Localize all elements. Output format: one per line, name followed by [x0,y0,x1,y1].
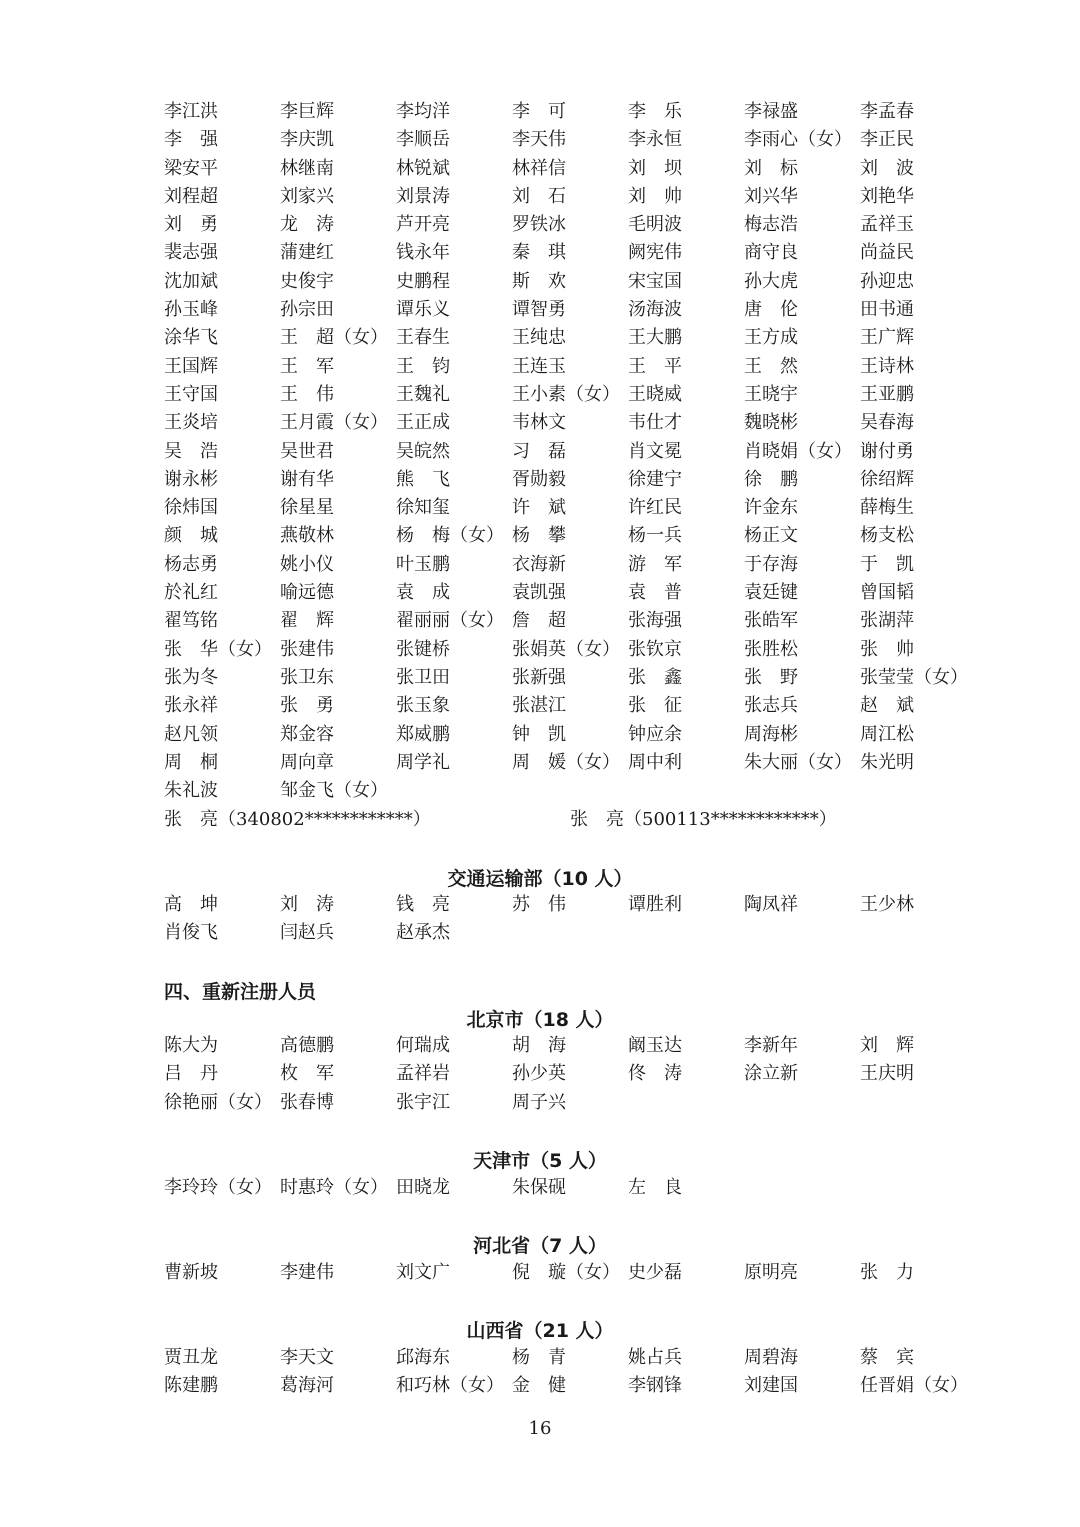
person-name: 阚玉达 [628,1035,682,1056]
person-name: 刘 波 [860,157,914,179]
person-name: 赵 斌 [860,695,914,717]
person-name: 朱保砚 [512,1177,566,1198]
person-name: 林锐斌 [396,157,450,179]
name-row [164,466,984,494]
person-name: 孙迎忠 [860,270,914,292]
person-name: 徐星星 [280,497,334,519]
name-row [164,155,984,183]
person-name: 肖晓娟（女） [744,440,852,462]
name-row [164,438,984,466]
person-name: 刘建国 [744,1375,798,1397]
person-name: 王守国 [164,383,218,405]
person-name: 王 超（女） [280,327,388,349]
name-row [164,1344,984,1372]
person-name: 于存海 [744,553,798,575]
person-name: 孙大虎 [744,270,798,292]
person-name: 张皓军 [744,610,798,632]
person-name: 王庆明 [860,1063,914,1085]
person-name: 张海强 [628,610,682,632]
person-name: 王广辉 [860,327,914,349]
person-name: 韦仕才 [628,412,682,434]
person-name: 刘 涛 [280,894,334,915]
person-name: 李钢锋 [628,1375,682,1397]
person-name: 周 桐 [164,751,218,773]
person-name: 龙 涛 [280,214,334,236]
person-name: 李均洋 [396,101,450,122]
person-name: 薛梅生 [860,497,914,519]
person-name: 李天文 [280,1347,334,1368]
person-name: 袁 普 [628,582,682,604]
person-name: 张莹莹（女） [860,666,968,688]
name-row [164,1089,984,1117]
person-name: 钱永年 [396,242,450,264]
person-name: 许金东 [744,497,798,519]
person-name: 李建伟 [280,1262,334,1283]
name-row [164,721,984,749]
person-name: 孟祥玉 [860,214,914,236]
person-name: 田书通 [860,299,914,321]
person-name: 谢有华 [280,468,334,490]
person-name: 张湖萍 [860,610,914,632]
person-name: 王晓宇 [744,383,798,405]
person-name: 王 钧 [396,355,450,377]
person-name: 徐 鹏 [744,468,798,490]
person-name: 斯 欢 [512,270,566,292]
name-row [164,522,984,550]
person-name: 沈加斌 [164,270,218,292]
person-name: 苏 伟 [512,894,566,915]
name-row [164,636,984,664]
name-row [164,409,984,437]
person-name: 朱大丽（女） [744,751,852,773]
person-name: 张 力 [860,1262,914,1283]
name-list-hebei [164,1259,984,1287]
person-name: 李巨辉 [280,101,334,122]
person-name: 王 平 [628,355,682,377]
person-name: 田晓龙 [396,1177,450,1198]
person-name: 颜 城 [164,525,218,547]
heading-beijing: 北京市（18 人） [466,1009,614,1031]
person-name: 翟丽丽（女） [396,610,504,632]
person-name: 钱 亮 [396,894,450,915]
person-name: 王月霞（女） [280,412,388,434]
heading-tianjin: 天津市（5 人） [473,1150,607,1172]
special-entry-right: 张 亮（500113************） [570,809,837,830]
person-name: 王炎培 [164,412,218,434]
person-name: 李 强 [164,129,218,151]
person-name: 游 军 [628,553,682,575]
person-name: 张为冬 [164,666,218,688]
person-name: 周中利 [628,751,682,773]
person-name: 徐炜国 [164,497,218,519]
person-name: 王亚鹏 [860,383,914,405]
person-name: 高德鹏 [280,1035,334,1056]
person-name: 汤海波 [628,299,682,321]
person-name: 王纯忠 [512,327,566,349]
person-name: 刘 勇 [164,214,218,236]
person-name: 李庆凯 [280,129,334,151]
person-name: 闫赵兵 [280,922,334,944]
person-name: 蒲建红 [280,242,334,264]
person-name: 于 凯 [860,553,914,575]
person-name: 张宇江 [396,1091,450,1113]
person-name: 枚 军 [280,1063,334,1085]
person-name: 张 勇 [280,695,334,717]
person-name: 胥勋毅 [512,468,566,490]
person-name: 孙少英 [512,1063,566,1085]
person-name: 蔡 宾 [860,1347,914,1368]
person-name: 张 征 [628,695,682,717]
person-name: 张 鑫 [628,666,682,688]
person-name: 王诗林 [860,355,914,377]
person-name: 裴志强 [164,242,218,264]
person-name: 杨正文 [744,525,798,547]
person-name: 刘 标 [744,157,798,179]
name-row [164,353,984,381]
person-name: 吕 丹 [164,1063,218,1085]
person-name: 徐绍辉 [860,468,914,490]
person-name: 陈大为 [164,1035,218,1056]
person-name: 阙宪伟 [628,242,682,264]
person-name: 詹 超 [512,610,566,632]
person-name: 王少林 [860,894,914,915]
person-name: 胡 海 [512,1035,566,1056]
person-name: 吴 浩 [164,440,218,462]
person-name: 刘文广 [396,1262,450,1283]
person-name: 宋宝国 [628,270,682,292]
person-name: 邱海东 [396,1347,450,1368]
heading-transport: 交通运输部（10 人） [447,868,633,890]
person-name: 朱礼波 [164,780,218,802]
name-row [164,494,984,522]
person-name: 张建伟 [280,638,334,660]
person-name: 陶凤祥 [744,894,798,915]
person-name: 杨志勇 [164,553,218,575]
person-name: 於礼红 [164,582,218,604]
name-row [164,126,984,154]
person-name: 李雨心（女） [744,129,852,151]
person-name: 张春博 [280,1091,334,1113]
person-name: 张卫田 [396,666,450,688]
person-name: 李天伟 [512,129,566,151]
person-name: 杨一兵 [628,525,682,547]
person-name: 和巧林（女） [396,1375,504,1397]
person-name: 刘 帅 [628,185,682,207]
person-name: 魏晓彬 [744,412,798,434]
name-row [164,239,984,267]
person-name: 谭胜利 [628,894,682,915]
person-name: 倪 璇（女） [512,1262,620,1283]
person-name: 徐建宁 [628,468,682,490]
person-name: 商守良 [744,242,798,264]
name-row [164,211,984,239]
person-name: 原明亮 [744,1262,798,1283]
person-name: 袁凯强 [512,582,566,604]
name-list-transport [164,891,984,948]
name-list-beijing [164,1032,984,1117]
person-name: 袁 成 [396,582,450,604]
person-name: 林继南 [280,157,334,179]
name-row [164,749,984,777]
person-name: 李正民 [860,129,914,151]
person-name: 姚小仪 [280,553,334,575]
person-name: 张志兵 [744,695,798,717]
person-name: 王方成 [744,327,798,349]
person-name: 王 然 [744,355,798,377]
person-name: 孟祥岩 [396,1063,450,1085]
person-name: 谢付勇 [860,440,914,462]
person-name: 郑金容 [280,723,334,745]
person-name: 徐艳丽（女） [164,1091,272,1113]
person-name: 尚益民 [860,242,914,264]
person-name: 李 可 [512,101,566,122]
person-name: 涂立新 [744,1063,798,1085]
person-name: 罗铁冰 [512,214,566,236]
name-row [164,1032,984,1060]
person-name: 何瑞成 [396,1035,450,1056]
person-name: 谭乐义 [396,299,450,321]
person-name: 王 伟 [280,383,334,405]
name-row [164,664,984,692]
person-name: 刘 辉 [860,1035,914,1056]
person-name: 李禄盛 [744,101,798,122]
person-name: 许红民 [628,497,682,519]
person-name: 郑威鹏 [396,723,450,745]
person-name: 佟 涛 [628,1063,682,1085]
person-name: 张 野 [744,666,798,688]
person-name: 梅志浩 [744,214,798,236]
name-row [164,98,984,126]
person-name: 肖俊飞 [164,922,218,944]
person-name: 刘程超 [164,185,218,207]
name-row [164,891,984,919]
person-name: 姚占兵 [628,1347,682,1368]
person-name: 衣海新 [512,553,566,575]
person-name: 周子兴 [512,1091,566,1113]
person-name: 贾丑龙 [164,1347,218,1368]
person-name: 李顺岳 [396,129,450,151]
person-name: 周 媛（女） [512,751,620,773]
person-name: 张新强 [512,666,566,688]
name-row [164,1060,984,1088]
name-list-shanxi [164,1344,984,1401]
person-name: 张胜松 [744,638,798,660]
name-row [164,1174,984,1202]
person-name: 毛明波 [628,214,682,236]
name-row [164,692,984,720]
person-name: 燕敬林 [280,525,334,547]
person-name: 许 斌 [512,497,566,519]
person-name: 王正成 [396,412,450,434]
person-name: 吴春海 [860,412,914,434]
person-name: 葛海河 [280,1375,334,1397]
person-name: 周江松 [860,723,914,745]
person-name: 曾国韬 [860,582,914,604]
person-name: 高 坤 [164,894,218,915]
person-name: 李永恒 [628,129,682,151]
person-name: 谭智勇 [512,299,566,321]
person-name: 梁安平 [164,157,218,179]
name-row [164,381,984,409]
person-name: 钟 凯 [512,723,566,745]
person-name: 林祥信 [512,157,566,179]
person-name: 李新年 [744,1035,798,1056]
person-name: 王国辉 [164,355,218,377]
person-name: 赵承杰 [396,922,450,944]
person-name: 吴世君 [280,440,334,462]
person-name: 杨 攀 [512,525,566,547]
special-entries-row [164,806,984,834]
person-name: 刘 坝 [628,157,682,179]
person-name: 孙宗田 [280,299,334,321]
person-name: 杨 梅（女） [396,525,504,547]
person-name: 周向章 [280,751,334,773]
name-row [164,296,984,324]
person-name: 刘家兴 [280,185,334,207]
person-name: 秦 琪 [512,242,566,264]
person-name: 韦林文 [512,412,566,434]
person-name: 陈建鹏 [164,1375,218,1397]
person-name: 李玲玲（女） [164,1177,272,1198]
person-name: 杨支松 [860,525,914,547]
person-name: 涂华飞 [164,327,218,349]
name-row [164,777,984,805]
heading-hebei: 河北省（7 人） [473,1235,607,1257]
person-name: 叶玉鹏 [396,553,450,575]
name-row [164,1259,984,1287]
person-name: 邹金飞（女） [280,780,388,802]
person-name: 张湛江 [512,695,566,717]
person-name: 张 华（女） [164,638,272,660]
name-row [164,919,984,947]
person-name: 王连玉 [512,355,566,377]
person-name: 熊 飞 [396,468,450,490]
person-name: 刘艳华 [860,185,914,207]
person-name: 张娟英（女） [512,638,620,660]
person-name: 左 良 [628,1177,682,1198]
name-row [164,1372,984,1400]
person-name: 张卫东 [280,666,334,688]
name-row [164,607,984,635]
person-name: 肖文冕 [628,440,682,462]
person-name: 袁廷键 [744,582,798,604]
person-name: 李江洪 [164,101,218,122]
person-name: 王 军 [280,355,334,377]
name-list-tianjin [164,1174,984,1202]
person-name: 王小素（女） [512,383,620,405]
special-entry-left: 张 亮（340802************） [164,809,431,830]
person-name: 翟 辉 [280,610,334,632]
person-name: 刘兴华 [744,185,798,207]
name-row [164,324,984,352]
name-row [164,183,984,211]
person-name: 习 磊 [512,440,566,462]
name-list-main [164,98,984,805]
person-name: 张钦京 [628,638,682,660]
person-name: 张玉象 [396,695,450,717]
person-name: 王春生 [396,327,450,349]
person-name: 张 帅 [860,638,914,660]
person-name: 翟笃铭 [164,610,218,632]
person-name: 时惠玲（女） [280,1177,388,1198]
person-name: 李孟春 [860,101,914,122]
person-name: 谢永彬 [164,468,218,490]
person-name: 杨 青 [512,1347,566,1368]
person-name: 徐知玺 [396,497,450,519]
person-name: 王大鹏 [628,327,682,349]
heading-shanxi: 山西省（21 人） [466,1320,614,1342]
person-name: 张键桥 [396,638,450,660]
person-name: 金 健 [512,1375,566,1397]
person-name: 史少磊 [628,1262,682,1283]
person-name: 芦开亮 [396,214,450,236]
person-name: 钟应余 [628,723,682,745]
person-name: 刘景涛 [396,185,450,207]
person-name: 唐 伦 [744,299,798,321]
person-name: 张永祥 [164,695,218,717]
page-number: 16 [528,1418,552,1439]
person-name: 周碧海 [744,1347,798,1368]
section-title-re-register: 四、重新注册人员 [164,981,317,1003]
person-name: 史鹏程 [396,270,450,292]
person-name: 王晓威 [628,383,682,405]
person-name: 赵凡领 [164,723,218,745]
person-name: 周学礼 [396,751,450,773]
person-name: 李 乐 [628,101,682,122]
person-name: 孙玉峰 [164,299,218,321]
name-row [164,551,984,579]
person-name: 喻远德 [280,582,334,604]
person-name: 曹新坡 [164,1262,218,1283]
name-row [164,579,984,607]
person-name: 史俊宇 [280,270,334,292]
name-row [164,268,984,296]
person-name: 吴皖然 [396,440,450,462]
person-name: 朱光明 [860,751,914,773]
person-name: 任晋娟（女） [860,1375,968,1397]
person-name: 刘 石 [512,185,566,207]
person-name: 周海彬 [744,723,798,745]
person-name: 王魏礼 [396,383,450,405]
